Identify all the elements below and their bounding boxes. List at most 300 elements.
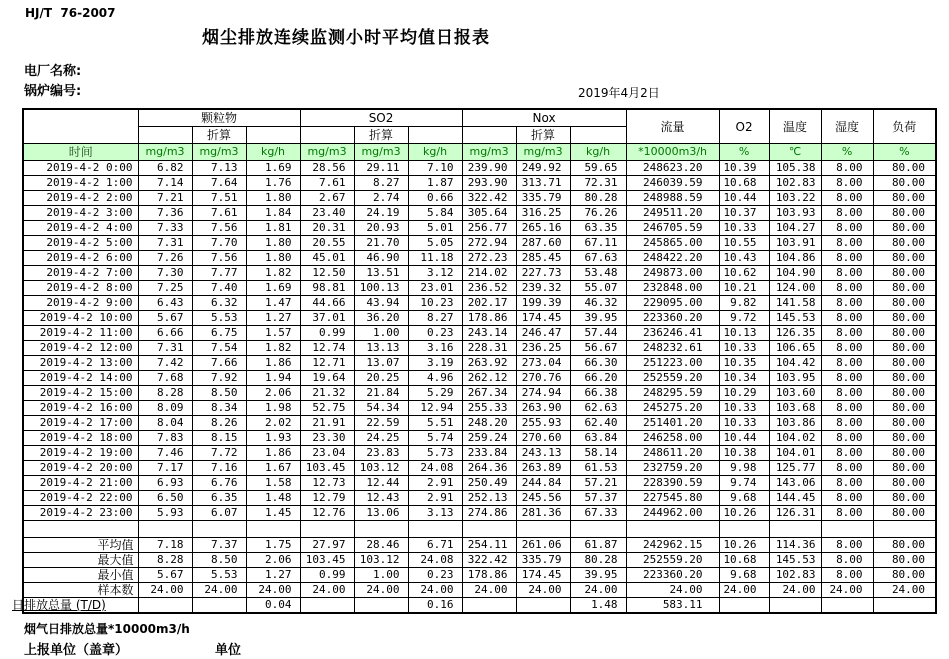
value-cell: 9.74 [719, 476, 769, 491]
value-cell: 232848.00 [626, 281, 719, 296]
value-cell: 104.90 [769, 266, 821, 281]
value-cell: 1.47 [246, 296, 300, 311]
value-cell: 24.00 [354, 583, 408, 598]
time-cell: 2019-4-2 13:00 [23, 356, 138, 371]
value-cell: 8.00 [821, 553, 873, 568]
value-cell: 10.62 [719, 266, 769, 281]
value-cell: 7.77 [192, 266, 246, 281]
value-cell: 178.86 [462, 311, 516, 326]
value-cell: 8.00 [821, 431, 873, 446]
value-cell: 80.00 [873, 341, 936, 356]
value-cell: 1.48 [570, 598, 626, 614]
value-cell: 103.68 [769, 401, 821, 416]
value-cell: 252559.20 [626, 553, 719, 568]
value-cell: 270.60 [516, 431, 570, 446]
value-cell: 103.45 [300, 461, 354, 476]
value-cell: 24.00 [873, 583, 936, 598]
value-cell: 1.93 [246, 431, 300, 446]
value-cell: 7.36 [138, 206, 192, 221]
value-cell: 236246.41 [626, 326, 719, 341]
value-cell: 7.64 [192, 176, 246, 191]
value-cell: 66.38 [570, 386, 626, 401]
col-group-nox: Nox [462, 109, 626, 127]
value-cell: 248988.59 [626, 191, 719, 206]
value-cell: 3.19 [408, 356, 462, 371]
table-row [23, 221, 936, 236]
value-cell: 248422.20 [626, 251, 719, 266]
value-cell: 265.16 [516, 221, 570, 236]
value-cell: 24.00 [192, 583, 246, 598]
table-row [23, 296, 936, 311]
value-cell: 1.87 [408, 176, 462, 191]
table-row [23, 521, 936, 538]
value-cell: 12.44 [354, 476, 408, 491]
col-flow: 流量 [626, 109, 719, 144]
value-cell: 5.51 [408, 416, 462, 431]
value-cell: 6.71 [408, 538, 462, 553]
value-cell: 46.32 [570, 296, 626, 311]
value-cell: 8.00 [821, 311, 873, 326]
value-cell: 44.66 [300, 296, 354, 311]
value-cell [873, 521, 936, 538]
value-cell: 248295.59 [626, 386, 719, 401]
value-cell: 1.80 [246, 191, 300, 206]
value-cell: 2.06 [246, 386, 300, 401]
value-cell: 281.36 [516, 506, 570, 521]
time-cell: 2019-4-2 5:00 [23, 236, 138, 251]
value-cell: 27.97 [300, 538, 354, 553]
report-date: 2019年4月2日 [578, 86, 660, 100]
value-cell: 1.45 [246, 506, 300, 521]
value-cell: 6.93 [138, 476, 192, 491]
value-cell: 252.13 [462, 491, 516, 506]
table-row [23, 583, 936, 598]
time-cell: 2019-4-2 1:00 [23, 176, 138, 191]
value-cell: 178.86 [462, 568, 516, 583]
value-cell: 8.27 [408, 311, 462, 326]
value-cell: 5.05 [408, 236, 462, 251]
value-cell: 24.00 [719, 583, 769, 598]
value-cell: 1.76 [246, 176, 300, 191]
value-cell: 174.45 [516, 311, 570, 326]
blank-cell [23, 521, 138, 538]
time-cell: 2019-4-2 2:00 [23, 191, 138, 206]
value-cell: 2.91 [408, 476, 462, 491]
value-cell: 8.00 [821, 491, 873, 506]
value-cell: 103.91 [769, 236, 821, 251]
value-cell: 0.04 [246, 598, 300, 614]
value-cell: 7.92 [192, 371, 246, 386]
value-cell: 0.23 [408, 326, 462, 341]
time-cell: 2019-4-2 17:00 [23, 416, 138, 431]
value-cell: 7.70 [192, 236, 246, 251]
value-cell: 223360.20 [626, 568, 719, 583]
value-cell: 6.50 [138, 491, 192, 506]
value-cell: 248623.20 [626, 161, 719, 176]
value-cell: 8.50 [192, 553, 246, 568]
page-title: 烟尘排放连续监测小时平均值日报表 [202, 28, 490, 48]
value-cell: 8.04 [138, 416, 192, 431]
table-row [23, 598, 936, 614]
doc-code: HJ/T 76-2007 [25, 6, 116, 20]
value-cell: 104.02 [769, 431, 821, 446]
value-cell: 8.00 [821, 161, 873, 176]
value-cell: 12.71 [300, 356, 354, 371]
value-cell: 243.14 [462, 326, 516, 341]
table-row [23, 236, 936, 251]
value-cell: 80.00 [873, 236, 936, 251]
col-o2: O2 [719, 109, 769, 144]
value-cell: 24.00 [626, 583, 719, 598]
unit-kgh: kg/h [570, 144, 626, 161]
value-cell: 251223.00 [626, 356, 719, 371]
value-cell: 10.39 [719, 161, 769, 176]
time-cell: 2019-4-2 9:00 [23, 296, 138, 311]
value-cell: 322.42 [462, 553, 516, 568]
value-cell: 21.32 [300, 386, 354, 401]
value-cell: 264.36 [462, 461, 516, 476]
value-cell: 24.08 [408, 461, 462, 476]
value-cell: 8.00 [821, 176, 873, 191]
value-cell: 103.86 [769, 416, 821, 431]
value-cell: 8.00 [821, 206, 873, 221]
value-cell: 7.51 [192, 191, 246, 206]
value-cell: 305.64 [462, 206, 516, 221]
value-cell: 5.67 [138, 311, 192, 326]
value-cell: 105.38 [769, 161, 821, 176]
value-cell: 239.32 [516, 281, 570, 296]
value-cell: 24.19 [354, 206, 408, 221]
value-cell: 245.56 [516, 491, 570, 506]
value-cell: 6.43 [138, 296, 192, 311]
value-cell: 245865.00 [626, 236, 719, 251]
value-cell: 6.32 [192, 296, 246, 311]
value-cell: 8.00 [821, 416, 873, 431]
value-cell: 8.28 [138, 553, 192, 568]
value-cell: 8.09 [138, 401, 192, 416]
value-cell: 6.82 [138, 161, 192, 176]
value-cell: 145.53 [769, 553, 821, 568]
unit-mgm3: mg/m3 [192, 144, 246, 161]
value-cell: 67.33 [570, 506, 626, 521]
value-cell: 23.40 [300, 206, 354, 221]
value-cell: 24.00 [769, 583, 821, 598]
table-row [23, 476, 936, 491]
value-cell: 80.00 [873, 311, 936, 326]
value-cell: 236.52 [462, 281, 516, 296]
value-cell: 3.13 [408, 506, 462, 521]
value-cell: 8.26 [192, 416, 246, 431]
table-row [23, 568, 936, 583]
value-cell: 9.68 [719, 491, 769, 506]
value-cell: 1.84 [246, 206, 300, 221]
value-cell: 20.31 [300, 221, 354, 236]
value-cell: 8.00 [821, 281, 873, 296]
value-cell: 8.00 [821, 326, 873, 341]
value-cell: 144.45 [769, 491, 821, 506]
value-cell: 103.93 [769, 206, 821, 221]
value-cell: 6.76 [192, 476, 246, 491]
value-cell: 21.70 [354, 236, 408, 251]
value-cell [821, 598, 873, 614]
value-cell: 1.00 [354, 326, 408, 341]
sub-spacer [300, 127, 354, 144]
value-cell: 63.35 [570, 221, 626, 236]
value-cell: 67.63 [570, 251, 626, 266]
value-cell [462, 521, 516, 538]
value-cell: 12.76 [300, 506, 354, 521]
value-cell: 61.53 [570, 461, 626, 476]
value-cell: 126.31 [769, 506, 821, 521]
value-cell: 583.11 [626, 598, 719, 614]
value-cell: 102.83 [769, 568, 821, 583]
unit-mgm3: mg/m3 [354, 144, 408, 161]
value-cell: 7.10 [408, 161, 462, 176]
value-cell: 246039.59 [626, 176, 719, 191]
value-cell: 7.40 [192, 281, 246, 296]
value-cell: 8.00 [821, 251, 873, 266]
value-cell: 0.99 [300, 568, 354, 583]
unit-mgm3: mg/m3 [300, 144, 354, 161]
value-cell: 313.71 [516, 176, 570, 191]
table-row [23, 506, 936, 521]
value-cell: 273.04 [516, 356, 570, 371]
value-cell [769, 521, 821, 538]
value-cell: 11.18 [408, 251, 462, 266]
value-cell: 7.14 [138, 176, 192, 191]
value-cell [626, 521, 719, 538]
value-cell: 5.29 [408, 386, 462, 401]
value-cell: 76.26 [570, 206, 626, 221]
value-cell: 10.26 [719, 538, 769, 553]
value-cell: 10.33 [719, 341, 769, 356]
time-cell: 2019-4-2 4:00 [23, 221, 138, 236]
value-cell: 29.11 [354, 161, 408, 176]
value-cell: 5.67 [138, 568, 192, 583]
value-cell: 10.29 [719, 386, 769, 401]
value-cell: 56.67 [570, 341, 626, 356]
value-cell: 8.00 [821, 446, 873, 461]
value-cell: 6.75 [192, 326, 246, 341]
value-cell: 125.77 [769, 461, 821, 476]
value-cell: 262.12 [462, 371, 516, 386]
value-cell: 10.33 [719, 221, 769, 236]
value-cell: 80.00 [873, 386, 936, 401]
value-cell: 263.92 [462, 356, 516, 371]
value-cell: 12.94 [408, 401, 462, 416]
value-cell: 20.25 [354, 371, 408, 386]
value-cell: 239.90 [462, 161, 516, 176]
value-cell: 1.00 [354, 568, 408, 583]
value-cell [300, 598, 354, 614]
value-cell: 3.12 [408, 266, 462, 281]
value-cell: 62.40 [570, 416, 626, 431]
value-cell: 5.93 [138, 506, 192, 521]
unit-percent: % [873, 144, 936, 161]
value-cell: 104.42 [769, 356, 821, 371]
value-cell [719, 521, 769, 538]
value-cell: 46.90 [354, 251, 408, 266]
value-cell: 1.58 [246, 476, 300, 491]
value-cell: 10.55 [719, 236, 769, 251]
value-cell: 7.42 [138, 356, 192, 371]
value-cell: 5.73 [408, 446, 462, 461]
value-cell: 80.00 [873, 326, 936, 341]
value-cell: 246.47 [516, 326, 570, 341]
value-cell: 202.17 [462, 296, 516, 311]
plant-name-label: 电厂名称: [24, 64, 82, 79]
value-cell: 103.12 [354, 553, 408, 568]
value-cell: 227.73 [516, 266, 570, 281]
value-cell: 261.06 [516, 538, 570, 553]
value-cell [354, 521, 408, 538]
table-body [12, 161, 936, 614]
value-cell: 10.43 [719, 251, 769, 266]
value-cell: 143.06 [769, 476, 821, 491]
header-group-row [23, 109, 936, 127]
time-cell: 2019-4-2 11:00 [23, 326, 138, 341]
unit-kgh: kg/h [408, 144, 462, 161]
value-cell: 244.84 [516, 476, 570, 491]
value-cell: 274.94 [516, 386, 570, 401]
value-cell: 19.64 [300, 371, 354, 386]
value-cell: 10.44 [719, 191, 769, 206]
unit-percent: % [719, 144, 769, 161]
value-cell: 80.00 [873, 568, 936, 583]
value-cell: 8.00 [821, 341, 873, 356]
value-cell: 1.86 [246, 446, 300, 461]
value-cell: 43.94 [354, 296, 408, 311]
value-cell: 24.08 [408, 553, 462, 568]
value-cell: 12.79 [300, 491, 354, 506]
value-cell: 80.00 [873, 461, 936, 476]
value-cell: 80.00 [873, 251, 936, 266]
value-cell: 252559.20 [626, 371, 719, 386]
value-cell: 255.33 [462, 401, 516, 416]
value-cell: 7.33 [138, 221, 192, 236]
value-cell: 7.17 [138, 461, 192, 476]
value-cell: 7.56 [192, 221, 246, 236]
time-cell: 2019-4-2 19:00 [23, 446, 138, 461]
value-cell: 8.00 [821, 191, 873, 206]
value-cell: 1.80 [246, 251, 300, 266]
value-cell: 249.92 [516, 161, 570, 176]
row-label-cell: 最小值 [23, 568, 138, 583]
value-cell: 80.00 [873, 191, 936, 206]
value-cell: 5.74 [408, 431, 462, 446]
value-cell: 80.00 [873, 491, 936, 506]
value-cell: 10.68 [719, 553, 769, 568]
value-cell: 236.25 [516, 341, 570, 356]
value-cell: 10.44 [719, 431, 769, 446]
value-cell: 23.04 [300, 446, 354, 461]
value-cell: 103.95 [769, 371, 821, 386]
value-cell: 6.66 [138, 326, 192, 341]
value-cell: 80.00 [873, 161, 936, 176]
value-cell: 39.95 [570, 568, 626, 583]
value-cell: 7.25 [138, 281, 192, 296]
value-cell: 263.90 [516, 401, 570, 416]
value-cell: 1.48 [246, 491, 300, 506]
value-cell: 8.00 [821, 221, 873, 236]
value-cell: 80.00 [873, 401, 936, 416]
value-cell: 126.35 [769, 326, 821, 341]
value-cell: 7.72 [192, 446, 246, 461]
table-row [23, 266, 936, 281]
value-cell: 28.46 [354, 538, 408, 553]
value-cell: 12.73 [300, 476, 354, 491]
value-cell: 5.53 [192, 568, 246, 583]
value-cell: 8.00 [821, 236, 873, 251]
row-label-cell: 平均值 [23, 538, 138, 553]
value-cell: 80.00 [873, 446, 936, 461]
value-cell: 2.67 [300, 191, 354, 206]
value-cell: 10.33 [719, 401, 769, 416]
value-cell: 1.98 [246, 401, 300, 416]
value-cell: 80.00 [873, 176, 936, 191]
value-cell: 9.82 [719, 296, 769, 311]
value-cell: 335.79 [516, 553, 570, 568]
value-cell: 7.46 [138, 446, 192, 461]
col-humidity: 湿度 [821, 109, 873, 144]
value-cell: 1.69 [246, 281, 300, 296]
value-cell: 80.00 [873, 296, 936, 311]
value-cell: 259.24 [462, 431, 516, 446]
table-row [23, 371, 936, 386]
value-cell: 6.07 [192, 506, 246, 521]
value-cell [246, 521, 300, 538]
value-cell: 104.86 [769, 251, 821, 266]
value-cell: 39.95 [570, 311, 626, 326]
value-cell: 103.45 [300, 553, 354, 568]
time-cell: 2019-4-2 20:00 [23, 461, 138, 476]
value-cell: 1.86 [246, 356, 300, 371]
value-cell: 1.67 [246, 461, 300, 476]
value-cell: 0.99 [300, 326, 354, 341]
time-cell: 2019-4-2 22:00 [23, 491, 138, 506]
value-cell: 10.26 [719, 506, 769, 521]
value-cell: 250.49 [462, 476, 516, 491]
value-cell: 20.93 [354, 221, 408, 236]
value-cell: 8.00 [821, 401, 873, 416]
value-cell: 254.11 [462, 538, 516, 553]
value-cell: 7.13 [192, 161, 246, 176]
value-cell: 10.21 [719, 281, 769, 296]
value-cell: 214.02 [462, 266, 516, 281]
value-cell: 10.13 [719, 326, 769, 341]
table-row [23, 311, 936, 326]
value-cell: 270.76 [516, 371, 570, 386]
value-cell [873, 598, 936, 614]
table-row [23, 326, 936, 341]
time-cell: 2019-4-2 0:00 [23, 161, 138, 176]
value-cell: 174.45 [516, 568, 570, 583]
value-cell: 8.00 [821, 356, 873, 371]
value-cell: 249511.20 [626, 206, 719, 221]
value-cell: 80.00 [873, 281, 936, 296]
time-col-spacer [23, 109, 138, 144]
value-cell: 80.00 [873, 538, 936, 553]
unit-kgh: kg/h [246, 144, 300, 161]
value-cell: 274.86 [462, 506, 516, 521]
value-cell: 22.59 [354, 416, 408, 431]
table-row [23, 401, 936, 416]
value-cell: 23.01 [408, 281, 462, 296]
value-cell: 335.79 [516, 191, 570, 206]
value-cell: 227545.80 [626, 491, 719, 506]
value-cell: 293.90 [462, 176, 516, 191]
unit-mgm3: mg/m3 [138, 144, 192, 161]
